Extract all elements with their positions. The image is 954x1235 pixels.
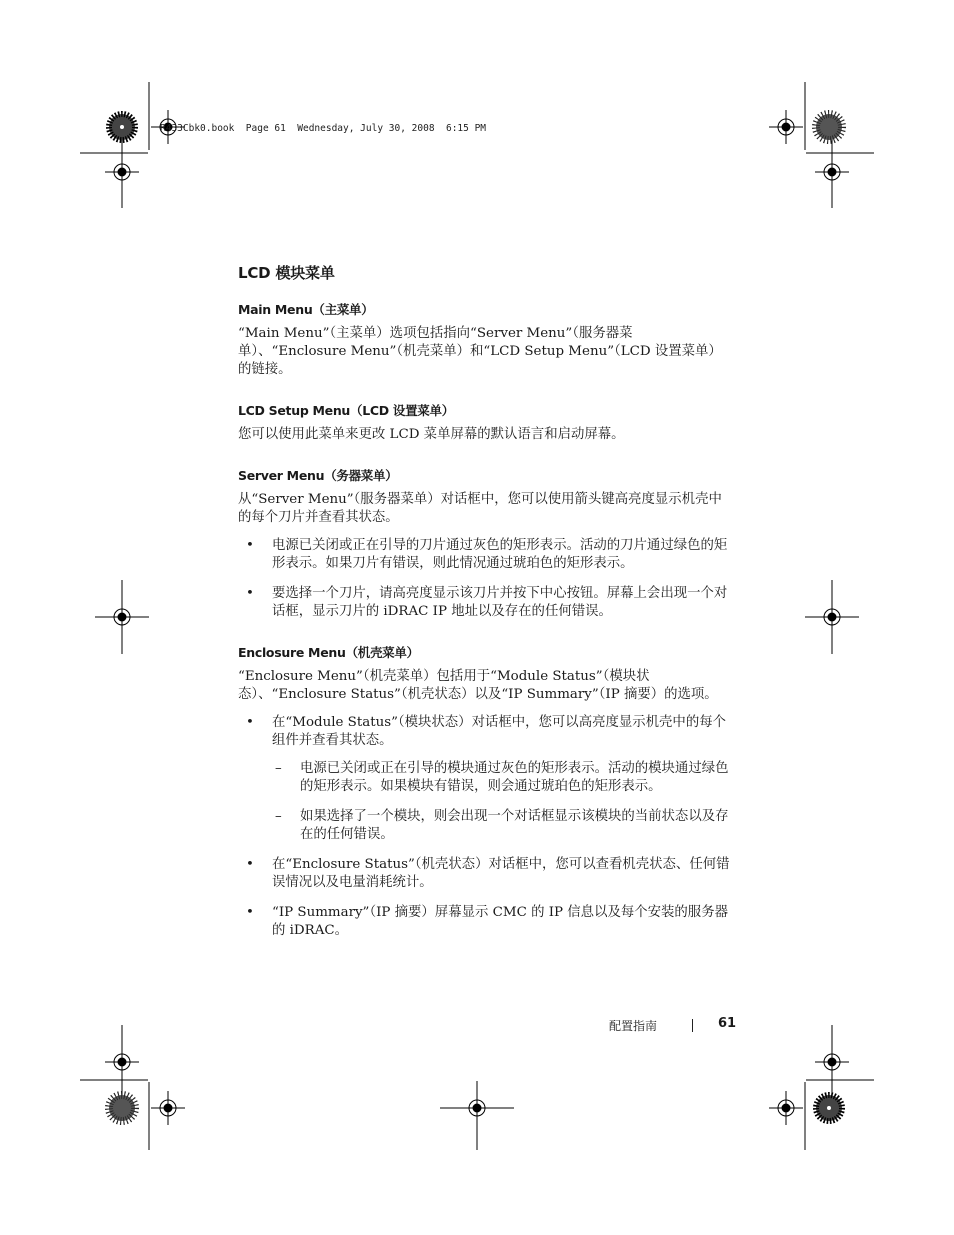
section-title-lcd-setup: LCD Setup Menu（LCD 设置菜单） [238,403,454,418]
page-title: LCD 模块菜单 [238,264,335,282]
dash-marker: – [275,761,282,776]
footer-section-name: 配置指南 [609,1019,658,1033]
section-title-enclosure-menu: Enclosure Menu（机壳菜单） [238,645,419,660]
list-item: – 电源已关闭或正在引导的模块通过灰色的矩形表示。活动的模块通过绿色的矩形表示。如果模块有错误，则会通过琥珀色的矩形表示。 [275,761,729,794]
server-menu-text: 从“Server Menu”（服务器菜单）对话框中，您可以使用箭头键高亮度显示机壳中的每个刀片并查看其状态。 [238,492,722,525]
list-item: • 在“Enclosure Status”（机壳状态）对话框中，您可以查看机壳状态、任何错误情况以及电量消耗统计。 [246,857,730,890]
enclosure-menu-list [238,714,734,940]
dash-marker: – [275,809,282,824]
list-item: • 电源已关闭或正在引导的刀片通过灰色的矩形表示。活动的刀片通过绿色的矩形表示。如果刀片有错误，则此情况通过琥珀色的矩形表示。 [246,538,728,571]
enclosure-menu-text: “Enclosure Menu”（机壳菜单）包括用于“Module Status”（模块状态）、“Enclosure Status”（机壳状态）以及“IP Summary”（IP 摘要）的选项。 [238,669,718,702]
section-title-main-menu: Main Menu（主菜单） [238,302,374,317]
list-item: • 要选择一个刀片，请高亮度显示该刀片并按下中心按钮。屏幕上会出现一个对话框，显示刀片的 iDRAC IP 地址以及存在的任何错误。 [246,586,728,619]
lcd-setup-text: 您可以使用此菜单来更改 LCD 菜单屏幕的默认语言和启动屏幕。 [238,427,625,442]
list-item: • 在“Module Status”（模块状态）对话框中，您可以高亮度显示机壳中的每个组件并查看其状态。 – 电源已关闭或正在引导的模块通过灰色的矩形表示。活动的模块通过绿色的矩形表示。如果模块有错误，则会通过琥珀色的矩形表示。 – 如果选择了一个模块，则会出现一个对话框显示该模块的当前状态以及存在的任何错误。 [238,714,734,844]
server-menu-list [238,537,734,621]
bullet-marker: • [246,538,254,553]
module-status-sublist [272,760,734,844]
bullet-marker: • [246,905,254,920]
footer-separator [692,1019,693,1032]
page-content [238,262,734,962]
print-slug: R433Cbk0.book Page 61 Wednesday, July 30, 2008 6:15 PM [160,123,487,134]
page-number: 61 [718,1016,737,1031]
list-item: – 如果选择了一个模块，则会出现一个对话框显示该模块的当前状态以及存在的任何错误。 [275,809,729,842]
main-menu-text: “Main Menu”（主菜单）选项包括指向“Server Menu”（服务器菜单）、“Enclosure Menu”（机壳菜单）和“LCD Setup Menu”（LCD 设置菜单）的链接。 [238,326,722,377]
bullet-marker: • [246,586,254,601]
section-title-server-menu: Server Menu（务器菜单） [238,468,398,483]
bullet-marker: • [246,715,254,730]
list-item: • “IP Summary”（IP 摘要）屏幕显示 CMC 的 IP 信息以及每个安装的服务器的 iDRAC。 [246,905,728,938]
bullet-marker: • [246,857,254,872]
